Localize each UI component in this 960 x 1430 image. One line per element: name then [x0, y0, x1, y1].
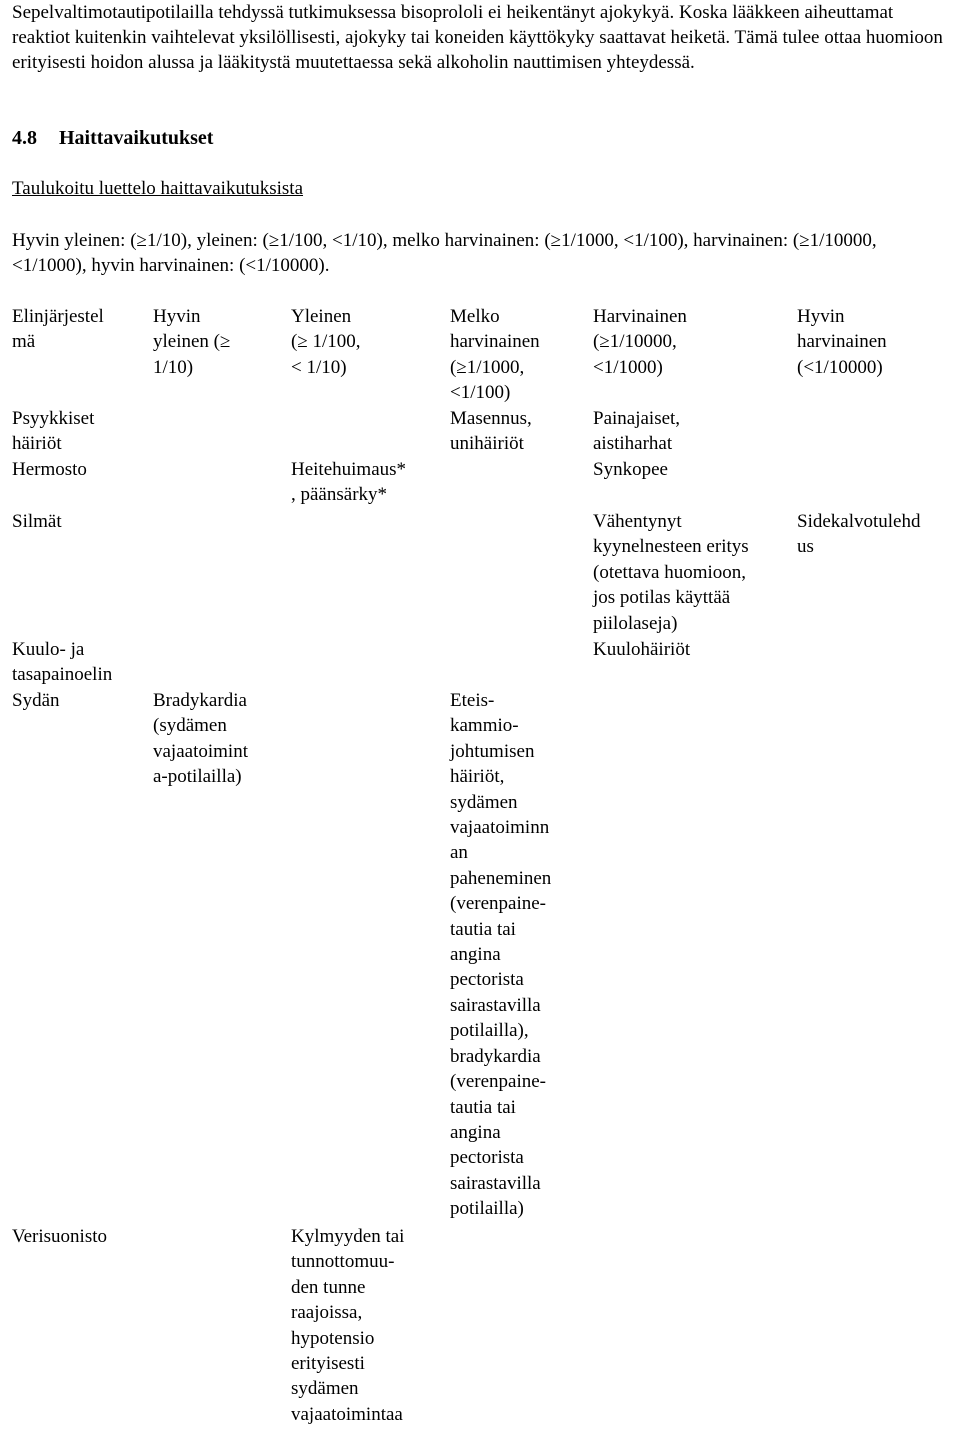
table-cell: Psyykkiset häiriöt [12, 408, 95, 455]
table-cell [785, 406, 960, 457]
header-very-rare: Hyvin harvinainen (<1/10000) [797, 306, 887, 378]
table-cell [581, 688, 785, 1224]
table-cell [279, 406, 438, 457]
table-row [0, 406, 960, 457]
table-cell: Kuulo- ja tasapainoelin [12, 639, 113, 686]
table-cell: Masennus, unihäiriöt [450, 408, 532, 455]
table-cell: Bradykardia (sydämen vajaatoimint a-potilailla) [153, 690, 248, 788]
header-common: Yleinen (≥ 1/100, < 1/10) [291, 306, 361, 378]
table-row [0, 637, 960, 688]
table-row [0, 688, 960, 1224]
table-cell [785, 457, 960, 509]
table-cell [141, 637, 279, 688]
table-cell [438, 637, 581, 688]
table-cell: Silmät [12, 511, 62, 532]
table-cell [785, 1224, 960, 1427]
header-rare: Harvinainen (≥1/10000, <1/1000) [593, 306, 687, 378]
table-cell: Hermosto [12, 459, 87, 480]
table-cell [785, 637, 960, 688]
table-header-row [0, 304, 960, 406]
table-cell [279, 688, 438, 1224]
table-row [0, 1224, 960, 1427]
table-cell [438, 509, 581, 637]
table-cell: Sydän [12, 690, 60, 711]
table-cell [785, 688, 960, 1224]
table-cell: Synkopee [593, 459, 668, 480]
table-cell: Vähentynyt kyynelnesteen eritys (otettava huomioon, jos potilas käyttää piilolaseja) [593, 511, 749, 634]
table-cell: Heitehuimaus* , päänsärky* [291, 459, 407, 506]
adverse-effects-table [0, 304, 960, 1427]
table-cell: Eteis- kammio- johtumisen häiriöt, sydämen vajaatoiminn an paheneminen (verenpaine- tautia tai angina pectorista sairastavilla potilailla), bradykardia (verenpaine- tautia tai angina pectorista sairastavilla potilailla) [450, 690, 552, 1220]
section-number: 4.8 [12, 127, 37, 149]
section-heading [12, 125, 213, 151]
table-cell [141, 457, 279, 509]
table-cell [438, 1224, 581, 1427]
table-cell: Verisuonisto [12, 1226, 107, 1247]
table-row [0, 509, 960, 637]
table-cell [279, 509, 438, 637]
table-cell [141, 406, 279, 457]
table-cell: Painajaiset, aistiharhat [593, 408, 681, 455]
table-cell [141, 509, 279, 637]
table-cell: Sidekalvotulehd us [797, 511, 921, 558]
frequency-legend: Hyvin yleinen: (≥1/10), yleinen: (≥1/100, <1/10), melko harvinainen: (≥1/1000, <1/100), harvinainen: (≥1/10000, <1/1000), hyvin harvinainen: (<1/10000). [12, 230, 877, 276]
header-uncommon: Melko harvinainen (≥1/1000, <1/100) [450, 306, 540, 404]
table-cell [141, 1224, 279, 1427]
header-very-common: Hyvin yleinen (≥ 1/10) [153, 306, 231, 378]
table-cell [438, 457, 581, 509]
table-row [0, 457, 960, 509]
intro-paragraph: Sepelvaltimotautipotilailla tehdyssä tutkimuksessa bisoprololi ei heikentänyt ajokykyä. Koska lääkkeen aiheuttamat reaktiot kuitenkin vaihtelevat yksilöllisesti, ajokyky tai koneiden käyttökyky saattavat heiketä. Tämä tulee ottaa huomioon erityisesti hoidon alussa ja lääkitystä muutettaessa sekä alkoholin nauttimisen yhteydessä. [12, 2, 943, 73]
table-cell [279, 637, 438, 688]
table-cell [581, 1224, 785, 1427]
section-title: Haittavaikutukset [59, 127, 214, 149]
table-cell: Kuulohäiriöt [593, 639, 691, 660]
header-organ-system: Elinjärjestel mä [12, 306, 104, 353]
table-cell: Kylmyyden tai tunnottomuu- den tunne raajoissa, hypotensio erityisesti sydämen vajaatoimintaa [291, 1226, 405, 1425]
table-subtitle: Taulukoitu luettelo haittavaikutuksista [12, 178, 304, 199]
